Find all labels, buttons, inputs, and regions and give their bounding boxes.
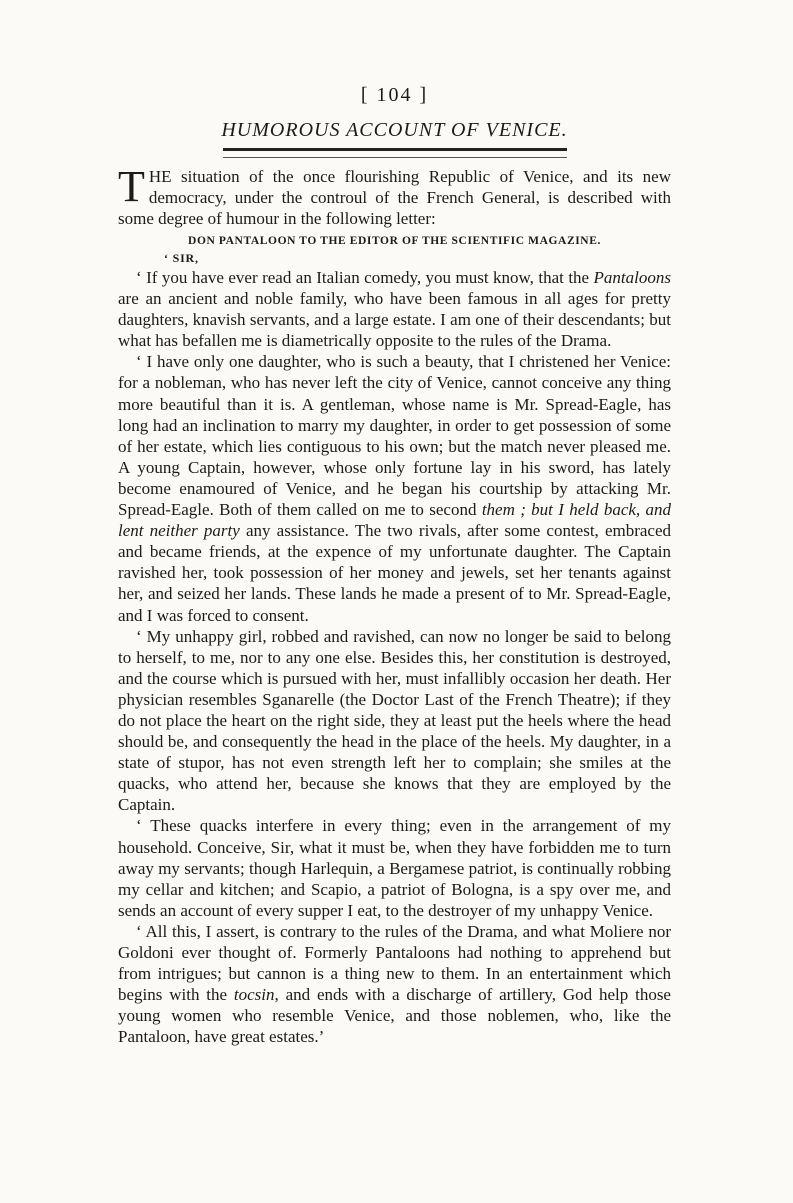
letter-salutation: ‘ SIR,: [164, 251, 199, 265]
p5-text-c: , and ends with a discharge of artillery, God help those young women who resemble Venice, and those noblemen, who, like the Pantaloon, have great estates.’: [118, 985, 671, 1047]
intro-paragraph: [118, 162, 671, 229]
letter-heading: DON PANTALOON TO THE EDITOR OF THE SCIENTIFIC MAGAZINE.: [188, 235, 601, 247]
intro-text: HE situation of the once flourishing Republic of Venice, and its new democracy, under the controul of the French General, is described with some degree of humour in the following letter:: [118, 167, 671, 228]
letter-paragraph-2: [118, 351, 671, 625]
letter-paragraph-4: ‘ These quacks interfere in every thing; even in the arrangement of my household. Conceive, Sir, what it must be, when they have forbidden me to turn away my servants; though Harlequin, a Bergamese patriot, is continually robbing my cellar and kitchen; and Scapio, a patriot of Bologna, is a spy over me, and sends an account of every supper I eat, to the destroyer of my unhappy Venice.: [118, 816, 671, 920]
letter-paragraph-1: [118, 267, 671, 351]
drop-cap: T: [118, 162, 145, 211]
p2-text-a: ‘ I have only one daughter, who is such a beauty, that I christened her Venice: for a nobleman, who has never left the city of Venice, cannot conceive any thing more beautiful than it is. A gentleman, whose name is Mr. Spread-Eagle, has long had an inclination to marry my daughter, in order to get possession of some of her estate, which lies contiguous to his own; but the match never pleased me. A young Captain, however, whose only fortune lay in his sword, has lately become enamoured of Venice, and he began his courtship by attacking Mr. Spread-Eagle. Both of them called on me to second: [118, 352, 671, 520]
p2-italic: them ; but I held back, and lent neither party: [118, 500, 672, 541]
title-rule: [223, 148, 567, 158]
page-number: [ 104 ]: [360, 84, 429, 106]
letter-paragraph-3: ‘ My unhappy girl, robbed and ravished, can now no longer be said to belong to herself, to me, nor to any one else. Besides this, her constitution is destroyed, and the course which is pursued with her, must infallibly occasion her death. Her physician resembles Sganarelle (the Doctor Last of the French Theatre); if they do not place the heart on the right side, they at least put the heels where the head should be, and consequently the head in the place of the heels. My daughter, in a state of stupor, has not even strength left her to complain; she smiles at the quacks, who attend her, because she knows that they are employed by the Captain.: [118, 626, 671, 815]
p5-text-a: ‘ All this, I assert, is contrary to the rules of the Drama, and what Moliere nor Goldoni ever thought of. Formerly Pantaloons had nothing to apprehend but from intrigues; but cannon is a thing new to them. In an entertainment which begins with the: [118, 921, 671, 1005]
p1-italic: Pantaloons: [593, 268, 671, 287]
letter-paragraph-5: [118, 921, 671, 1048]
article-title: HUMOROUS ACCOUNT OF VENICE.: [221, 119, 568, 141]
p5-italic: tocsin: [233, 985, 275, 1005]
p1-text-a: ‘ If you have ever read an Italian comedy, you must know, that the: [136, 268, 594, 287]
p2-text-c: any assistance. The two rivals, after some contest, embraced and became friends, at the expence of my unfortunate daughter. The Captain ravished her, took possession of her money and jewels, set her tenants against her, and seized her lands. These lands he made a present of to Mr. Spread-Eagle, and I was forced to consent.: [118, 521, 672, 625]
p1-text-c: are an ancient and noble family, who have been famous in all ages for pretty daughters, knavish servants, and a large estate. I am one of their descendants; but what has befallen me is diametrically opposite to the rules of the Drama.: [118, 289, 671, 351]
